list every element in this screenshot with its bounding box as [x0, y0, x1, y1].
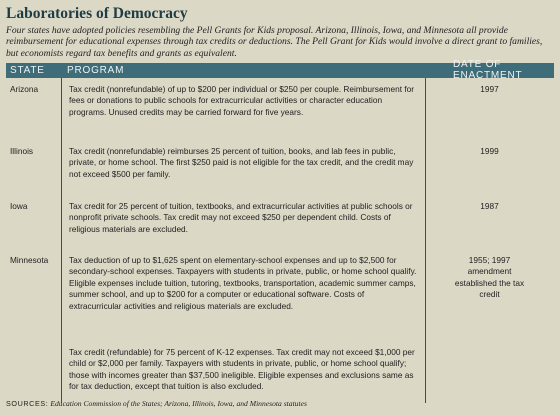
table-intro: Four states have adopted policies resembling the Pell Grants for Kids proposal. Arizona, Illinois, Iowa, and Minnesota all provide reimbursement for educational expenses through tax credits or deductions. The Pell Grant for Kids would involve a direct grant to families, but economists regard tax benefits and grants as equivalent.	[6, 25, 543, 59]
cell-program: Tax credit (refundable) for 75 percent of K-12 expenses. Tax credit may not exceed $1,000 per child or $2,000 per family. Taxpayers with students in private, public, or home school qualify; those with incomes greater than $37,500 ineligible. Eligible expenses and exclusions same as for tax deduction, except that tuition is also excluded.	[69, 346, 415, 392]
header-date: DATE OF ENACTMENT	[453, 59, 523, 82]
cell-program: Tax deduction of up to $1,625 spent on elementary-school expenses and up to $2,500 for secondary-school expenses. Taxpayers with students in private, public, or home school qualify. Eligible expenses include tuition, tutoring, textbooks, transportation, academic summer camps, summer school, and up to $200 for a computer or educational software. Costs of extracurricular activities and religious materials are excluded.	[69, 254, 417, 311]
cell-state: Minnesota	[10, 254, 49, 265]
column-divider	[425, 78, 426, 403]
table-row	[6, 144, 554, 199]
table-row	[6, 345, 554, 403]
table-header	[6, 59, 554, 82]
cell-program: Tax credit (nonrefundable) of up to $200 per individual or $250 per couple. Reimbursement for fees or donations to public schools for extracurricular activities or character education programs. Unused credits may be carried forward for five years.	[69, 83, 414, 117]
cell-state: Iowa	[10, 200, 28, 211]
sources-text: Education Commission of the States; Arizona, Illinois, Iowa, and Minnesota statutes	[50, 399, 307, 408]
table-row	[6, 253, 554, 345]
sources-label: SOURCES:	[6, 399, 49, 408]
table-row	[6, 199, 554, 253]
cell-program: Tax credit (nonrefundable) reimburses 25 percent of tuition, books, and lab fees in public, private, or home school. The first $250 paid is not eligible for the tax credit, and the credit may not exceed $500 per family.	[69, 145, 414, 179]
table-row	[6, 78, 554, 144]
table-title: Laboratories of Democracy	[6, 5, 188, 22]
cell-date	[425, 347, 554, 403]
cell-state	[6, 347, 61, 403]
cell-date: 1999	[480, 145, 499, 156]
cell-program: Tax credit for 25 percent of tuition, textbooks, and extracurricular activities at public schools or nonprofit private schools. Tax credit may not exceed $250 per dependent child. Costs of religious materials are excluded.	[69, 200, 413, 234]
sources-note	[6, 399, 307, 408]
column-divider	[61, 78, 62, 403]
cell-state: Illinois	[10, 145, 34, 156]
header-program: PROGRAM	[67, 64, 125, 76]
table-body	[6, 78, 554, 403]
cell-state: Arizona	[10, 83, 39, 94]
cell-date: 1955; 1997 amendment established the tax credit	[454, 254, 525, 300]
cell-date: 1987	[480, 200, 499, 211]
cell-date: 1997	[480, 83, 499, 94]
header-state: STATE	[10, 64, 45, 76]
